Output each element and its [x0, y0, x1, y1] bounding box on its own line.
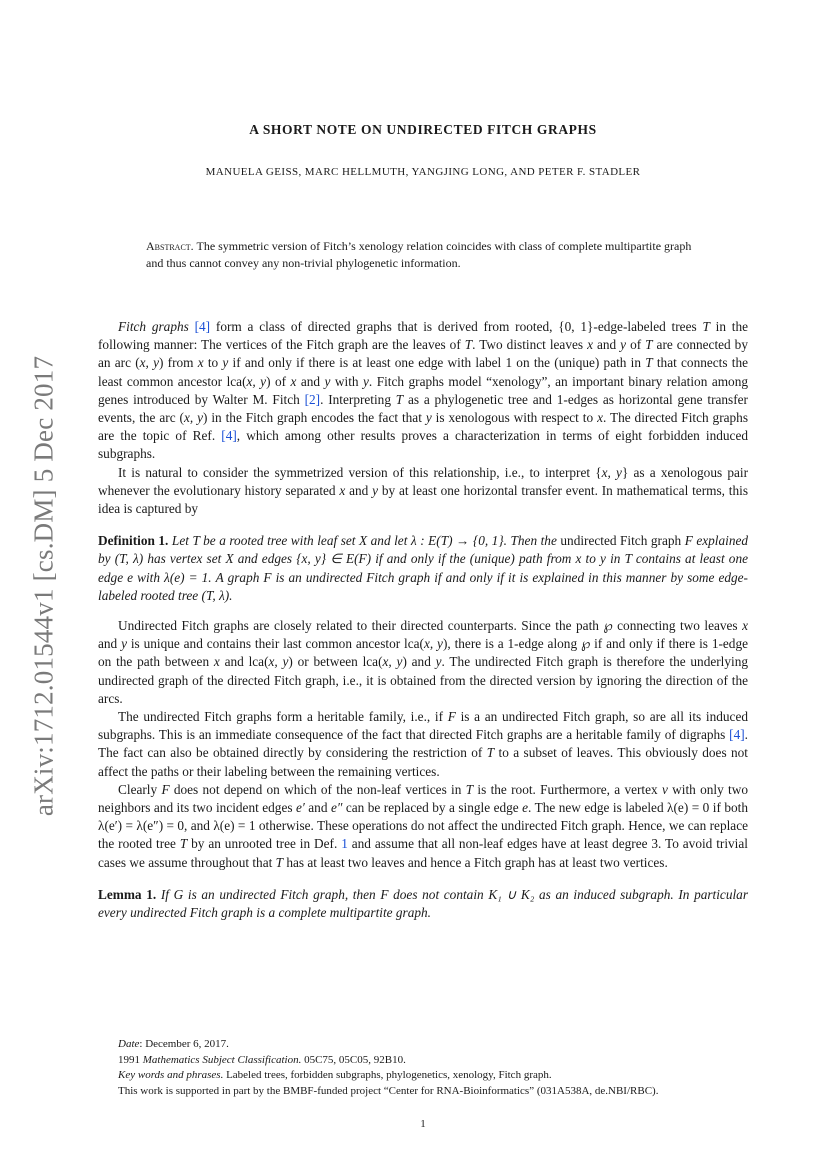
text-run: does not depend on which of the non-leaf vertices in — [169, 781, 466, 797]
definition-label: Definition 1. — [98, 533, 169, 549]
text-run: , which among other results proves a characterization in terms of eight forbidden induced subgraphs. — [98, 428, 748, 462]
math-var: x — [587, 337, 593, 353]
text-run: is the root. Furthermore, a vertex — [473, 781, 662, 797]
paragraph-relation — [98, 617, 748, 708]
math-var: x — [213, 654, 220, 670]
text-run: be a rooted tree with leaf set — [199, 533, 359, 549]
math-var: T — [179, 836, 188, 852]
math-var: v — [661, 781, 668, 797]
paper-title: A SHORT NOTE ON UNDIRECTED FITCH GRAPHS — [249, 122, 597, 137]
math-var: F — [447, 709, 456, 725]
math-var: y — [121, 636, 127, 652]
text-run: is xenologous with respect to — [431, 410, 598, 426]
math-var: e″ — [330, 800, 343, 816]
footnote-label: Mathematics Subject Classification. — [142, 1053, 302, 1066]
text-run: and — [592, 337, 621, 353]
abstract-text: The symmetric version of Fitch’s xenology relation coincides with class of complete multipartite graph and thus cannot convey any non-trivial phylogenetic information. — [146, 239, 692, 270]
text-run: Let — [171, 533, 193, 549]
text-run: that connects the least common ancestor lca( — [98, 355, 748, 389]
math-var: F — [161, 781, 170, 797]
text-run: . Interpreting — [320, 391, 396, 407]
math-var: x, y — [183, 410, 203, 426]
text-run: can be replaced by a single edge — [342, 800, 523, 816]
footnote-label: Key words and phrases. — [118, 1069, 224, 1082]
text-run: by an unrooted tree in Def. — [187, 836, 342, 852]
math-var: T — [486, 745, 495, 761]
footnote-text: 1991 — [118, 1053, 143, 1066]
lemma-label: Lemma 1. — [98, 886, 157, 902]
definition-reference-link[interactable]: 1 — [341, 836, 348, 852]
math-var: x, y — [382, 654, 403, 670]
math-var: T — [465, 781, 474, 797]
text-run: The undirected Fitch graphs form a heritable family, i.e., if — [118, 709, 448, 725]
math-var: T — [645, 355, 653, 371]
text-run: . The new edge is labeled λ(e) = 0 if both λ(e′) = λ(e″) = 0, and λ(e) = 1 otherwise. These operations do not affect the undirected Fitch graph. Hence, we can replace the rooted tree — [98, 800, 748, 852]
math-var: y — [425, 410, 432, 426]
page-number: 1 — [420, 1118, 426, 1130]
footnotes — [118, 1037, 748, 1099]
text-run: and — [345, 482, 373, 498]
paragraph-symmetrized — [98, 464, 748, 519]
text-run: and — [296, 373, 325, 389]
citation-link[interactable]: [4] — [221, 428, 237, 444]
math-var: x — [339, 482, 346, 498]
text-run: . The fact can also be obtained directly by considering the restriction of — [98, 727, 748, 761]
text-run: It is natural to consider the symmetrized version of this relationship, i.e., to interpret { — [118, 464, 602, 480]
footnote-text: Labeled trees, forbidden subgraphs, phylogenetics, xenology, Fitch graph. — [223, 1069, 552, 1082]
math-var: y — [363, 373, 369, 389]
text-run: by at least one horizontal transfer event. In mathematical terms, this idea is captured by — [98, 482, 748, 517]
text-run: F explained by (T, λ) has vertex set X and edges {x, y} ∈ E(F) if and only if the (unique) path from x to y in T contains at least one edge e with λ(e) = 1. A graph F is an undirected Fitch graph if and only if it is explained in this manner by some edge-labeled rooted tree (T, λ). — [98, 533, 749, 603]
text-run: } as a xenologous pair whenever the evolutionary history separated — [98, 464, 749, 498]
text-run: Undirected Fitch graphs are closely related to their directed counterparts. Since the path ℘ connecting two leaves — [118, 618, 743, 634]
math-var: T — [645, 337, 653, 353]
math-var: x, y — [139, 355, 160, 371]
math-var: x — [197, 355, 204, 371]
math-var: x, y — [246, 373, 267, 389]
text-run: if and only if there is at least one edge with label 1 on the (unique) path in — [228, 355, 646, 371]
math-var: T — [395, 391, 404, 407]
text-run: Clearly — [118, 781, 162, 797]
math-var: x, y — [423, 636, 443, 652]
footnote-date — [118, 1037, 748, 1053]
math-var: T — [192, 533, 200, 549]
text-run: of — [626, 337, 646, 353]
text-run: with — [330, 373, 364, 389]
text-run: is unique and contains their last common ancestor lca( — [126, 636, 424, 652]
lemma-text: If G is an undirected Fitch graph, then F does not contain K₁ ∪ K₂ as an induced subgraph. In particular every undirected Fitch graph is a complete multipartite graph. — [98, 886, 748, 921]
math-var: T — [702, 319, 710, 334]
text-run: ) and — [402, 654, 436, 670]
citation-link[interactable]: [4] — [729, 727, 745, 743]
text-run: to a subset of leaves. This obviously does not affect the paths or their labeling between the remaining vertices. — [98, 745, 749, 779]
text-run: ) in the Fitch graph encodes the fact that — [203, 410, 426, 426]
footnote-text: : December 6, 2017. — [139, 1038, 229, 1050]
body-text — [98, 318, 748, 922]
text-run: . The undirected Fitch graph is therefore the underlying undirected graph of the directed Fitch graph, i.e., it is obtained from the directed version by ignoring the direction of the arcs. — [98, 654, 749, 706]
math-var: x, y — [601, 464, 622, 480]
text-run: ) or between lca( — [288, 654, 383, 670]
text-run: and let λ : E(T) → {0, 1}. Then the — [367, 533, 561, 549]
text-run: . The directed Fitch graphs are the topic of Ref. — [98, 410, 748, 444]
footnote-msc — [118, 1053, 748, 1069]
text-run: and lca( — [219, 654, 269, 670]
text-run: and — [98, 636, 122, 652]
lemma-1 — [98, 886, 748, 922]
math-var: e′ — [296, 800, 305, 816]
text-run: as a phylogenetic tree and 1-edges as horizontal gene transfer events, the arc ( — [98, 391, 748, 426]
text-run: in the following manner: The vertices of the Fitch graph are the leaves of — [98, 319, 748, 353]
text-run: . Fitch graphs model “xenology”, an important binary relation among genes introduced by Walter M. Fitch — [98, 373, 749, 407]
abstract — [146, 238, 701, 272]
arxiv-identifier: arXiv:1712.01544v1 [cs.DM] 5 Dec 2017 — [28, 355, 59, 817]
math-var: y — [324, 373, 331, 389]
text-run: to — [203, 355, 223, 371]
text-run: with only two neighbors and its two incident edges — [98, 781, 748, 816]
definition-1 — [98, 532, 748, 605]
abstract-label: Abstract. — [146, 239, 194, 253]
text-run: ) from — [159, 355, 198, 371]
footnote-label: Date — [118, 1038, 140, 1050]
footnote-funding: This work is supported in part by the BMBF-funded project “Center for RNA-Bioinformatics” (031A538A, de.NBI/RBC). — [118, 1084, 659, 1097]
math-var: T — [464, 337, 473, 353]
paragraph-heritable — [98, 708, 748, 781]
text-run: are connected by an arc ( — [98, 337, 748, 371]
arxiv-side-stamp — [24, 336, 64, 836]
text-run: ) of — [266, 373, 291, 389]
math-var: x — [742, 618, 748, 634]
text-run: and — [304, 800, 331, 816]
math-var: y — [222, 355, 229, 371]
math-var: y — [620, 337, 627, 353]
author-list: MANUELA GEISS, MARC HELLMUTH, YANGJING LONG, AND PETER F. STADLER — [205, 166, 641, 178]
math-var: x — [597, 410, 603, 426]
term-fitch-graphs: Fitch graphs — [118, 319, 189, 334]
citation-link[interactable]: [2] — [304, 391, 321, 407]
text-run: is a an undirected Fitch graph, so are all its induced subgraphs. This is an immediate consequence of the fact that directed Fitch graphs are a heritable family of digraphs — [98, 709, 749, 743]
citation-link[interactable]: [4] — [194, 319, 211, 334]
paragraph-intro — [98, 318, 748, 464]
math-var: x — [290, 373, 297, 389]
math-var: x, y — [268, 654, 289, 670]
math-var: y — [435, 654, 442, 670]
footnote-text: 05C75, 05C05, 92B10. — [301, 1053, 406, 1066]
math-var: y — [372, 482, 379, 498]
text-run: has at least two leaves and hence a Fitch graph has at least two vertices. — [283, 854, 668, 870]
math-var: T — [275, 854, 284, 870]
paragraph-root — [98, 781, 748, 872]
text-run: and assume that all non-leaf edges have at least degree 3. To avoid trivial cases we assume throughout that — [98, 836, 748, 870]
text-run: . Two distinct leaves — [472, 337, 588, 353]
footnote-keywords — [118, 1068, 748, 1084]
text-run: form a class of directed graphs that is derived from rooted, {0, 1}-edge-labeled trees — [210, 319, 703, 334]
text-run: ), there is a 1-edge along ℘ if and only if there is 1-edge on the path between — [98, 636, 749, 670]
term-undirected-fitch-graph: undirected Fitch graph — [560, 533, 682, 549]
math-var: X — [359, 533, 368, 549]
math-var: e — [522, 800, 529, 816]
